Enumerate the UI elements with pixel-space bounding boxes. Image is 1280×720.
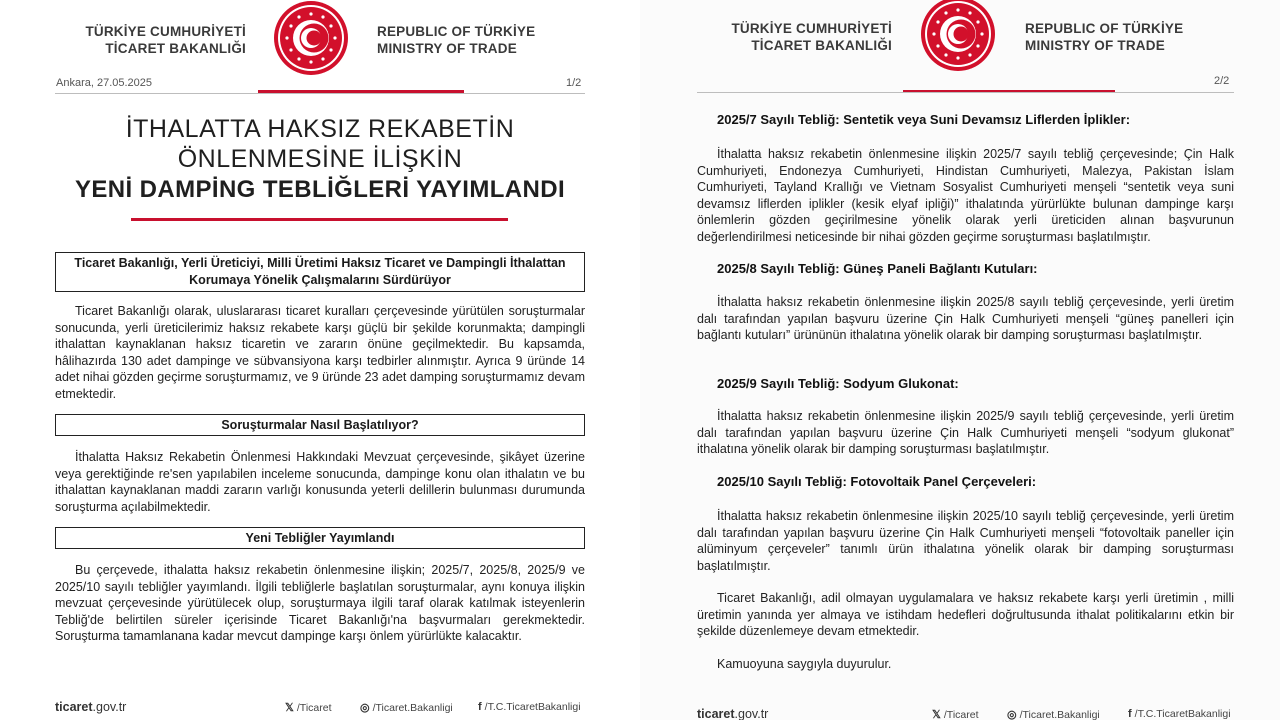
closing-paragraph: Ticaret Bakanlığı, adil olmayan uygulamalara ve haksız rekabete karşı yerli üretimin , milli üretimin yanında yer almaya ve istihdam hedefleri doğrultusunda ithalat politikalarını etkin bir şekilde düzenlemeye devam etmektedir. — [697, 591, 1234, 638]
facebook-icon: f — [478, 701, 482, 713]
document-page-2 — [640, 0, 1280, 720]
footer-website[interactable]: ticaret.gov.tr — [697, 707, 769, 720]
facebook-icon: f — [1128, 708, 1132, 720]
footer-instagram-link[interactable]: ◎ /Ticaret.Bakanligi — [360, 701, 453, 714]
section-box-1: Ticaret Bakanlığı, Yerli Üreticiyi, Milli Üretimi Haksız Ticaret ve Dampingli İthalattan Korumaya Yönelik Çalışmalarını Sürdürüyor — [55, 252, 585, 292]
title-line-3: YENİ DAMPİNG TEBLİĞLERİ YAYIMLANDI — [74, 176, 566, 203]
x-logo-icon: 𝕏 — [285, 702, 294, 714]
header-left-line2: TİCARET BAKANLIĞI — [105, 41, 246, 56]
footer-x-link[interactable]: 𝕏 /Ticaret — [285, 701, 332, 714]
paragraph-2025-9: İthalatta haksız rekabetin önlenmesine ilişkin 2025/9 sayılı tebliğ çerçevesinde, yerli üretim dalı tarafından yapılan başvuru üzerine Çin Halk Cumhuriyeti menşeli “sodyum glukonat” ithalatına yönelik olarak bir damping soruşturması başlatılmıştır. — [697, 409, 1234, 456]
footer-facebook-link[interactable]: f /T.C.TicaretBakanligi — [1128, 708, 1231, 720]
paragraph-1: Ticaret Bakanlığı olarak, uluslararası ticaret kuralları çerçevesinde yürütülen soruşturmalar sonucunda, yerli üreticilerimiz haksız rekabete karşı güçlü bir şekilde korunmakta; dampingli ithalattan kaynaklanan haksız ticaretin ve zararın önüne geçilmektedir. Bu kapsamda, hâlihazırda 130 adet dampinge ve sübvansiyona karşı tedbirler alınmıştır. Ayrıca 9 üründe 14 adet nihai gözden geçirme soruşturmamız, ve 9 üründe 23 adet damping soruşturmamız devam etmektedir. — [55, 304, 585, 401]
header-right-line1: REPUBLIC OF TÜRKİYE — [1025, 21, 1184, 36]
paragraph-2025-7: İthalatta haksız rekabetin önlenmesine ilişkin 2025/7 sayılı tebliğ çerçevesinde; Çin Halk Cumhuriyeti, Endonezya Cumhuriyeti, Hindistan Cumhuriyeti, Malezya, Pakistan İslam Cumhuriyeti, Tayland Krallığı ve Vietnam Sosyalist Cumhuriyeti menşeli “sentetik veya suni devamsız liflerden iplikler (kesik elyaf ipliği)” ithalatında yürürlükte bulunan dampinge karşı önlemlerin gözden geçirilmesine yönelik olarak yerli üreticiden alınan başvurunun değerlendirilmesi neticesinde bir nihai gözden geçirme soruşturması başlatılmıştır. — [697, 147, 1234, 244]
section-box-2: Soruşturmalar Nasıl Başlatılıyor? — [55, 414, 585, 436]
title-line-1: İTHALATTA HAKSIZ REKABETİN — [125, 115, 515, 143]
heading-2025-8: 2025/8 Sayılı Tebliğ: Güneş Paneli Bağlantı Kutuları: — [717, 261, 1038, 276]
header-right-en — [1025, 20, 1183, 54]
heading-2025-10: 2025/10 Sayılı Tebliğ: Fotovoltaik Panel Çerçeveleri: — [717, 474, 1037, 489]
header-left-tr — [686, 20, 892, 54]
paragraph-3: Bu çerçevede, ithalatta haksız rekabetin önlenmesine ilişkin; 2025/7, 2025/8, 2025/9 ve 2025/10 sayılı tebliğler yayımlandı. İlgili tebliğlerle başlatılan soruşturmalar, aynı konuya ilişkin mevzuat çerçevesinde yürütülecek olup, soruşturmaya ilgili taraf olarak katılmak isteyenlerin Tebliğ'de belirtilen süreler içerisinde Ticaret Bakanlığı'na başvurmaları gerekmektedir. Soruşturma tamamlanana kadar mevcut dampinge karşı önlem yürürlükte kalacaktır. — [55, 563, 585, 643]
header-grey-rule — [55, 93, 585, 94]
header-left-line1: TÜRKİYE CUMHURİYETİ — [731, 21, 892, 36]
paragraph-2025-10: İthalatta haksız rekabetin önlenmesine ilişkin 2025/10 sayılı tebliğ çerçevesinde, yerli üretim dalı tarafından yapılan başvuru üzerine Çin Halk Cumhuriyeti menşeli “fotovoltaik paneller için alüminyum çerçeveler” tanımlı ürün ithalatına yönelik olarak bir damping soruşturması başlatılmıştır. — [697, 509, 1234, 573]
instagram-icon: ◎ — [1007, 709, 1017, 720]
paragraph-2: İthalatta Haksız Rekabetin Önlenmesi Hakkındaki Mevzuat çerçevesinde, şikâyet üzerine veya gerektiğinde re'sen yapılabilen inceleme sonucunda, dampinge konu olan ithalatın ve bu ithalattan kaynaklanan maddi zararın varlığı konusunda yeterli delillerin bulunması durumunda soruşturma açılabilmektedir. — [55, 450, 585, 514]
footer-instagram-link[interactable]: ◎ /Ticaret.Bakanligi — [1007, 708, 1100, 720]
ministry-emblem-icon — [920, 0, 996, 72]
document-date: Ankara, 27.05.2025 — [56, 77, 153, 89]
header-grey-rule — [697, 92, 1234, 93]
x-logo-icon: 𝕏 — [932, 709, 941, 720]
ministry-emblem-icon — [273, 0, 349, 76]
page-number: 1/2 — [566, 77, 582, 89]
title-red-rule — [131, 218, 508, 221]
header-left-line1: TÜRKİYE CUMHURİYETİ — [85, 24, 246, 39]
instagram-icon: ◎ — [360, 702, 370, 714]
section-box-3: Yeni Tebliğler Yayımlandı — [55, 527, 585, 549]
heading-2025-7: 2025/7 Sayılı Tebliğ: Sentetik veya Suni Devamsız Liflerden İplikler: — [717, 112, 1131, 127]
header-right-line1: REPUBLIC OF TÜRKİYE — [377, 24, 536, 39]
sign-off: Kamuoyuna saygıyla duyurulur. — [717, 657, 892, 671]
footer-website[interactable]: ticaret.gov.tr — [55, 700, 127, 714]
page-number: 2/2 — [1214, 75, 1230, 87]
header-right-line2: MINISTRY OF TRADE — [1025, 38, 1165, 53]
header-right-en — [377, 23, 535, 57]
heading-2025-9: 2025/9 Sayılı Tebliğ: Sodyum Glukonat: — [717, 376, 959, 391]
header-left-line2: TİCARET BAKANLIĞI — [751, 38, 892, 53]
footer-facebook-link[interactable]: f /T.C.TicaretBakanligi — [478, 701, 581, 713]
paragraph-2025-8: İthalatta haksız rekabetin önlenmesine ilişkin 2025/8 sayılı tebliğ çerçevesinde, yerli üretim dalı tarafından yapılan başvuru üzerine Çin Halk Cumhuriyeti menşeli “güneş panelleri için bağlantı kutuları” ürününün ithalatına yönelik olarak bir damping soruşturması başlatılmıştır. — [697, 295, 1234, 342]
title-line-2: ÖNLENMESİNE İLİŞKİN — [177, 145, 463, 173]
footer-x-link[interactable]: 𝕏 /Ticaret — [932, 708, 979, 720]
header-right-line2: MINISTRY OF TRADE — [377, 41, 517, 56]
header-left-tr — [40, 23, 246, 57]
